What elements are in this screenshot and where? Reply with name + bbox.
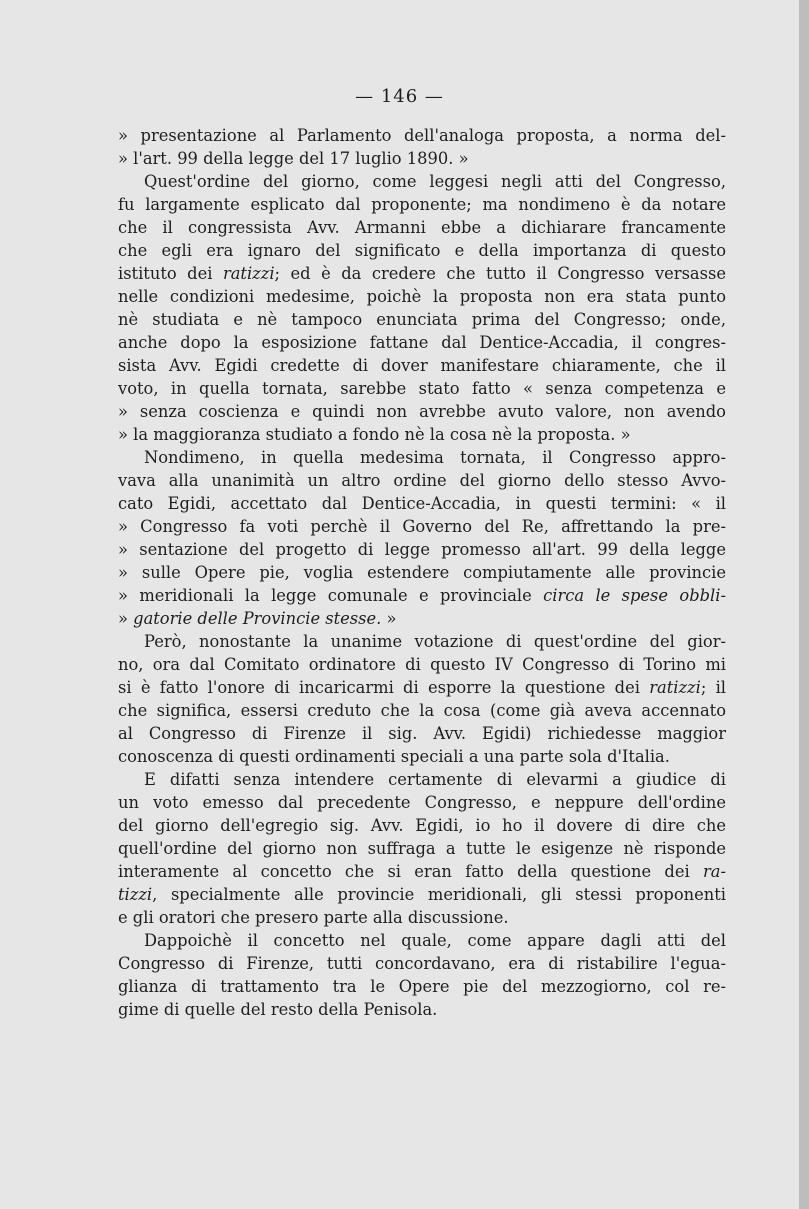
text-line: vava alla unanimità un altro ordine del giorno dello stesso Avvo- <box>118 471 726 490</box>
page-number: — 146 — <box>355 86 444 107</box>
text-line: del giorno dell'egregio sig. Avv. Egidi, io ho il dovere di dire che <box>118 816 726 835</box>
italic-text: circa le spese obbli- <box>543 586 726 605</box>
text-line: quell'ordine del giorno non suffraga a tutte le esigenze nè risponde <box>118 839 726 858</box>
text-line: interamente al concetto che si eran fatto della questione dei ra- <box>118 862 726 881</box>
text-line: » gatorie delle Provincie stesse. » <box>118 609 397 628</box>
text-line: che significa, essersi creduto che la cosa (come già aveva accennato <box>118 701 726 720</box>
text-line: che il congressista Avv. Armanni ebbe a dichiarare francamente <box>118 218 726 237</box>
text-line: voto, in quella tornata, sarebbe stato fatto « senza competenza e <box>118 379 726 398</box>
text-line: che egli era ignaro del significato e della importanza di questo <box>118 241 726 260</box>
text-line: tizzi, specialmente alle provincie meridionali, gli stessi proponenti <box>118 885 726 904</box>
text-line: sista Avv. Egidi credette di dover manifestare chiaramente, che il <box>118 356 726 375</box>
text-line: Quest'ordine del giorno, come leggesi negli atti del Congresso, <box>144 172 726 191</box>
text-line: E difatti senza intendere certamente di elevarmi a giudice di <box>144 770 726 789</box>
text-line: » Congresso fa voti perchè il Governo del Re, affrettando la pre- <box>118 517 726 536</box>
text-line: e gli oratori che presero parte alla discussione. <box>118 908 509 927</box>
text-line: nelle condizioni medesime, poichè la proposta non era stata punto <box>118 287 726 306</box>
text-line: no, ora dal Comitato ordinatore di questo IV Congresso di Torino mi <box>118 655 726 674</box>
text-line: cato Egidi, accettato dal Dentice-Accadia, in questi termini: « il <box>118 494 726 513</box>
text-line: glianza di trattamento tra le Opere pie del mezzogiorno, col re- <box>118 977 726 996</box>
italic-text: ra- <box>703 862 726 881</box>
body-text <box>118 124 726 1021</box>
text-line: conoscenza di questi ordinamenti speciali a una parte sola d'Italia. <box>118 747 670 766</box>
text-line: nè studiata e nè tampoco enunciata prima del Congresso; onde, <box>118 310 726 329</box>
text-line: » senza coscienza e quindi non avrebbe avuto valore, non avendo <box>118 402 726 421</box>
text-line: anche dopo la esposizione fattane dal Dentice-Accadia, il congres- <box>118 333 726 352</box>
text-line: » sentazione del progetto di legge promesso all'art. 99 della legge <box>118 540 726 559</box>
text-line: Però, nonostante la unanime votazione di quest'ordine del gior- <box>144 632 726 651</box>
text-line: gime di quelle del resto della Penisola. <box>118 1000 438 1019</box>
italic-text: tizzi <box>118 885 153 904</box>
text-line: » l'art. 99 della legge del 17 luglio 1890. » <box>118 149 469 168</box>
italic-text: gatorie delle Provincie stesse. <box>133 609 382 628</box>
text-line: fu largamente esplicato dal proponente; ma nondimeno è da notare <box>118 195 726 214</box>
text-line: Nondimeno, in quella medesima tornata, il Congresso appro- <box>144 448 726 467</box>
text-line: un voto emesso dal precedente Congresso, e neppure dell'ordine <box>118 793 726 812</box>
text-line: » meridionali la legge comunale e provinciale circa le spese obbli- <box>118 586 726 605</box>
text-line: » la maggioranza studiato a fondo nè la cosa nè la proposta. » <box>118 425 631 444</box>
text-line: » sulle Opere pie, voglia estendere compiutamente alle provincie <box>118 563 726 582</box>
italic-text: ratizzi <box>222 264 275 283</box>
text-line: Congresso di Firenze, tutti concordavano, era di ristabilire l'egua- <box>118 954 726 973</box>
text-line: Dappoichè il concetto nel quale, come appare dagli atti del <box>144 931 726 950</box>
text-line: si è fatto l'onore di incaricarmi di esporre la questione dei ratizzi; il <box>118 678 727 697</box>
text-line: istituto dei ratizzi; ed è da credere che tutto il Congresso versasse <box>118 264 726 283</box>
text-line: al Congresso di Firenze il sig. Avv. Egidi) richiedesse maggior <box>118 724 726 743</box>
italic-text: ratizzi <box>649 678 701 697</box>
page-edge <box>799 0 809 1209</box>
text-line: » presentazione al Parlamento dell'analoga proposta, a norma del- <box>118 126 726 145</box>
